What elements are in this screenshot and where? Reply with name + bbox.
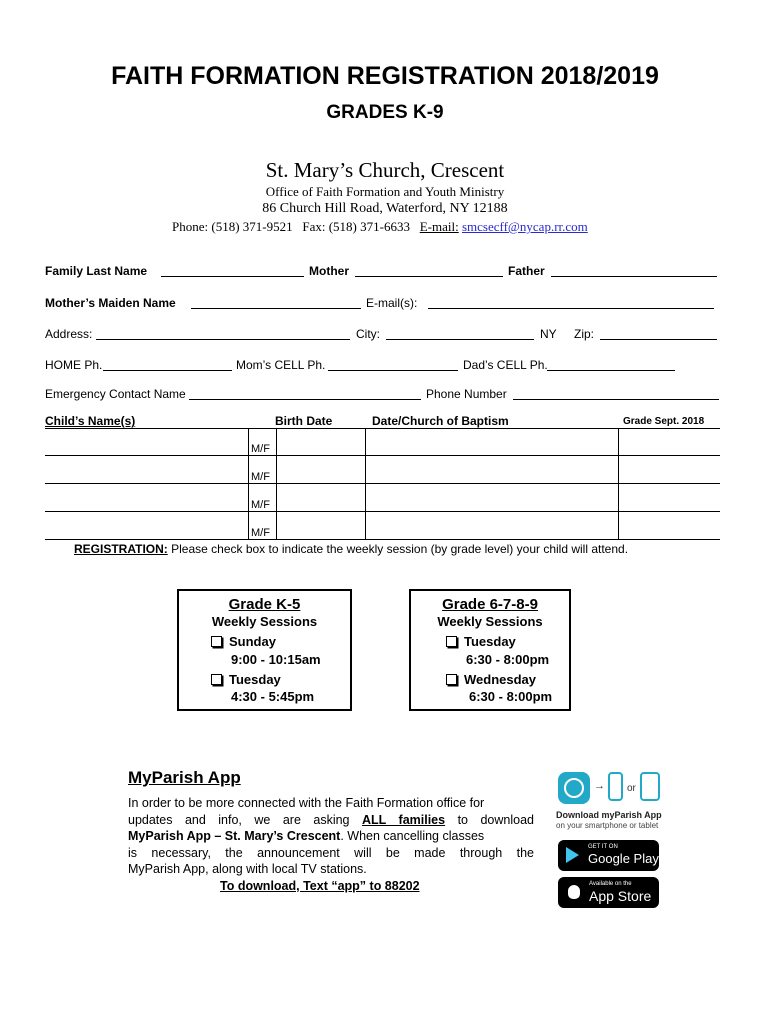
email-link[interactable]: smcsecff@nycap.rr.com [461, 219, 588, 234]
dads-cell-field[interactable] [547, 370, 675, 371]
col-birth-date: Birth Date [275, 414, 333, 428]
apple-small-text: Available on the [589, 881, 632, 887]
table-divider [248, 428, 249, 540]
mf-label: M/F [251, 527, 270, 539]
g6789-tuesday-label: Tuesday [464, 634, 516, 649]
google-small-text: GET IT ON [588, 844, 618, 850]
col-grade: Grade Sept. 2018 [623, 416, 705, 427]
registration-text: Please check box to indicate the weekly session (by grade level) your child will attend. [171, 542, 629, 556]
state-label: NY [540, 327, 557, 341]
contact-line [172, 219, 588, 235]
email-label: E-mail: [419, 219, 459, 234]
app-line: MyParish App, along with local TV stations. [128, 862, 367, 876]
table-row[interactable] [45, 539, 720, 540]
zip-field[interactable] [600, 339, 717, 340]
table-divider [365, 428, 366, 540]
apple-shape [568, 885, 580, 899]
app-emphasis: ALL families [361, 812, 446, 827]
registration-note [74, 542, 628, 556]
k5-sunday-label: Sunday [229, 634, 276, 649]
email-field[interactable] [428, 308, 714, 309]
email-label-form: E-mail(s): [366, 296, 418, 310]
grade-k5-title: Grade K-5 [228, 596, 301, 613]
mother-field[interactable] [355, 276, 503, 277]
app-heading: MyParish App [128, 768, 241, 787]
table-divider [276, 428, 277, 540]
mf-label: M/F [251, 443, 270, 455]
arrow-right-icon: → [594, 780, 605, 792]
fax-text: Fax: (518) 371-6633 [302, 219, 410, 234]
city-field[interactable] [386, 339, 534, 340]
page-title: FAITH FORMATION REGISTRATION 2018/2019 [111, 62, 659, 90]
g6789-tuesday-option[interactable] [446, 634, 516, 649]
myparish-logo-icon [558, 772, 590, 804]
page-subtitle: GRADES K-9 [326, 102, 444, 123]
mothers-maiden-label: Mother’s Maiden Name [45, 296, 176, 310]
church-address: 86 Church Hill Road, Waterford, NY 12188 [262, 201, 508, 216]
g6789-tuesday-time: 6:30 - 8:00pm [466, 652, 550, 667]
grade-6789-box [409, 589, 571, 711]
emergency-contact-field[interactable] [189, 399, 421, 400]
address-field[interactable] [96, 339, 350, 340]
app-cta: To download, Text “app” to 88202 [220, 878, 420, 893]
grade-6789-title: Grade 6-7-8-9 [442, 596, 538, 613]
or-text: or [627, 783, 636, 794]
app-line: is necessary, the announcement will be made through the [128, 845, 534, 860]
google-play-icon [566, 847, 579, 863]
grade-k5-subtitle: Weekly Sessions [211, 614, 318, 629]
office-name: Office of Faith Formation and Youth Ministry [265, 184, 505, 199]
phone-number-label: Phone Number [426, 387, 507, 401]
grade-k5-box [177, 589, 352, 711]
family-last-name-label: Family Last Name [45, 264, 148, 278]
google-play-badge[interactable] [558, 840, 659, 871]
g6789-wednesday-label: Wednesday [464, 672, 537, 687]
phone-text: Phone: (518) 371-9521 [172, 219, 293, 234]
checkbox-icon[interactable] [446, 636, 457, 647]
home-phone-label: HOME Ph. [45, 358, 103, 372]
k5-tuesday-option[interactable] [211, 672, 281, 687]
app-store-badge[interactable] [558, 877, 659, 908]
app-line [128, 828, 534, 845]
phone-icon [608, 772, 623, 801]
table-row[interactable] [45, 455, 720, 456]
mf-label: M/F [251, 499, 270, 511]
family-last-name-field[interactable] [161, 276, 304, 277]
father-label: Father [508, 264, 545, 278]
city-label: City: [356, 327, 380, 341]
grade-6789-subtitle: Weekly Sessions [437, 614, 543, 629]
k5-sunday-time: 9:00 - 10:15am [231, 652, 321, 667]
g6789-wednesday-time: 6:30 - 8:00pm [469, 689, 553, 704]
k5-tuesday-label: Tuesday [229, 672, 281, 687]
col-baptism: Date/Church of Baptism [372, 414, 509, 428]
moms-cell-label: Mom’s CELL Ph. [236, 358, 326, 372]
apple-big-text: App Store [589, 888, 652, 904]
app-text: updates and info, we are asking [128, 812, 350, 827]
zip-label: Zip: [574, 327, 595, 341]
app-line: In order to be more connected with the Faith Formation office for [128, 796, 485, 810]
download-subtitle: on your smartphone or tablet [556, 821, 659, 830]
app-text: . When cancelling classes [340, 829, 485, 843]
google-big-text: Google Play [588, 851, 659, 866]
g6789-wednesday-option[interactable] [446, 672, 536, 687]
k5-sunday-option[interactable] [211, 634, 276, 649]
table-divider [618, 428, 619, 540]
app-line [128, 812, 534, 829]
download-title: Download myParish App [556, 810, 662, 820]
checkbox-icon[interactable] [211, 674, 222, 685]
mf-label: M/F [251, 471, 270, 483]
tablet-icon [640, 772, 660, 801]
table-row[interactable] [45, 511, 720, 512]
k5-tuesday-time: 4:30 - 5:45pm [231, 689, 315, 704]
col-child-name: Child’s Name(s) [45, 414, 136, 428]
checkbox-icon[interactable] [446, 674, 457, 685]
church-name: St. Mary’s Church, Crescent [265, 158, 505, 182]
checkbox-icon[interactable] [211, 636, 222, 647]
table-row[interactable] [45, 483, 720, 484]
mother-label: Mother [309, 264, 349, 278]
address-label: Address: [45, 327, 93, 341]
phone-number-field[interactable] [513, 399, 719, 400]
home-phone-field[interactable] [103, 370, 232, 371]
registration-label: REGISTRATION: [74, 542, 168, 556]
app-paragraph [128, 795, 534, 894]
father-field[interactable] [551, 276, 717, 277]
moms-cell-field[interactable] [328, 370, 458, 371]
app-name: MyParish App – St. Mary’s Crescent [128, 829, 341, 843]
mothers-maiden-field[interactable] [191, 308, 361, 309]
app-text: to download [457, 812, 534, 827]
emergency-contact-label: Emergency Contact Name [45, 387, 186, 401]
dads-cell-label: Dad’s CELL Ph. [463, 358, 548, 372]
